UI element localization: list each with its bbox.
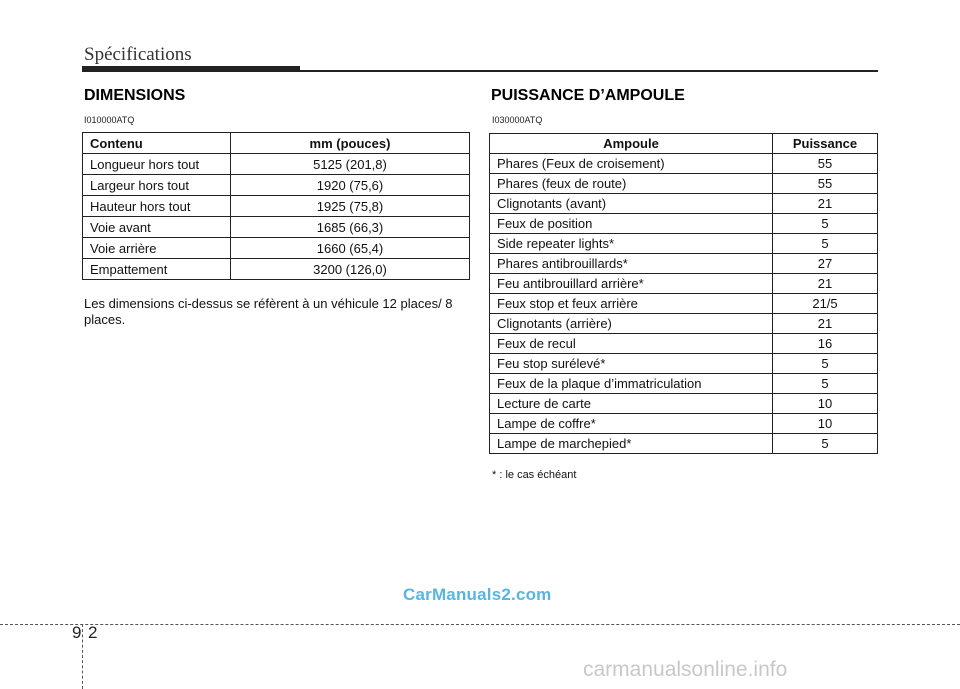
table-cell-value: 1660 (65,4) (231, 238, 470, 259)
dimensions-code: I010000ATQ (84, 115, 135, 125)
table-cell-value: 1685 (66,3) (231, 217, 470, 238)
footer-dashed-divider (82, 624, 83, 689)
table-row (490, 174, 878, 194)
table-row (83, 238, 470, 259)
chapter-number: 9 (72, 623, 82, 642)
table-cell-label: Largeur hors tout (83, 175, 231, 196)
table-cell-label: Clignotants (avant) (490, 194, 773, 214)
table-cell-value: 1920 (75,6) (231, 175, 470, 196)
table-row (490, 354, 878, 374)
table-cell-value: 1925 (75,8) (231, 196, 470, 217)
table-cell-label: Lampe de marchepied* (490, 434, 773, 454)
table-cell-label: Lecture de carte (490, 394, 773, 414)
table-cell-label: Feux stop et feux arrière (490, 294, 773, 314)
table-cell-value: 5 (773, 434, 878, 454)
table-cell-value: 21 (773, 274, 878, 294)
table-row (83, 154, 470, 175)
table-row (490, 254, 878, 274)
table-row (490, 434, 878, 454)
table-row (490, 314, 878, 334)
table-cell-label: Side repeater lights* (490, 234, 773, 254)
table-cell-value: 21/5 (773, 294, 878, 314)
table-cell-label: Phares antibrouillards* (490, 254, 773, 274)
table-cell-label: Voie avant (83, 217, 231, 238)
bulbs-table (489, 133, 878, 454)
dimensions-note: Les dimensions ci-dessus se réfèrent à un véhicule 12 places/ 8 places. (84, 296, 453, 327)
header-rule-thin (300, 70, 878, 72)
header-rule-thick (82, 66, 300, 72)
table-cell-value: 5 (773, 214, 878, 234)
table-cell-label: Empattement (83, 259, 231, 280)
dimensions-header-contenu: Contenu (83, 133, 231, 154)
table-cell-label: Feu antibrouillard arrière* (490, 274, 773, 294)
table-cell-label: Feux de position (490, 214, 773, 234)
table-cell-label: Lampe de coffre* (490, 414, 773, 434)
page-number: 2 (88, 623, 98, 642)
bulbs-header-puissance: Puissance (773, 134, 878, 154)
table-cell-label: Longueur hors tout (83, 154, 231, 175)
table-header-row (83, 133, 470, 154)
table-cell-value: 10 (773, 414, 878, 434)
table-cell-value: 5 (773, 354, 878, 374)
watermark-link[interactable]: CarManuals2.com (403, 585, 552, 604)
dimensions-table (82, 132, 470, 280)
table-row (83, 175, 470, 196)
table-cell-label: Phares (feux de route) (490, 174, 773, 194)
table-row (490, 414, 878, 434)
table-cell-label: Clignotants (arrière) (490, 314, 773, 334)
dimensions-header-mm: mm (pouces) (231, 133, 470, 154)
header-title: Spécifications (84, 44, 192, 65)
table-row (490, 234, 878, 254)
table-cell-label: Hauteur hors tout (83, 196, 231, 217)
table-row (490, 214, 878, 234)
site-watermark: carmanualsonline.info (583, 658, 788, 681)
footer-dashed-rule (0, 624, 960, 625)
table-cell-value: 55 (773, 154, 878, 174)
bulbs-footnote: * : le cas échéant (492, 469, 577, 481)
table-cell-value: 5125 (201,8) (231, 154, 470, 175)
table-row (490, 194, 878, 214)
table-row (490, 374, 878, 394)
table-row (490, 274, 878, 294)
table-cell-value: 21 (773, 314, 878, 334)
table-row (83, 217, 470, 238)
table-row (490, 334, 878, 354)
table-row (83, 196, 470, 217)
table-cell-label: Feu stop surélevé* (490, 354, 773, 374)
table-row (83, 259, 470, 280)
table-cell-label: Voie arrière (83, 238, 231, 259)
table-cell-value: 16 (773, 334, 878, 354)
table-row (490, 154, 878, 174)
table-cell-value: 21 (773, 194, 878, 214)
table-cell-label: Feux de recul (490, 334, 773, 354)
dimensions-title: DIMENSIONS (84, 87, 186, 104)
table-cell-value: 10 (773, 394, 878, 414)
table-cell-value: 55 (773, 174, 878, 194)
table-cell-value: 3200 (126,0) (231, 259, 470, 280)
bulbs-header-ampoule: Ampoule (490, 134, 773, 154)
table-cell-label: Feux de la plaque d’immatriculation (490, 374, 773, 394)
table-row (490, 294, 878, 314)
table-cell-value: 27 (773, 254, 878, 274)
table-row (490, 394, 878, 414)
bulbs-code: I030000ATQ (492, 115, 543, 125)
bulbs-title: PUISSANCE D’AMPOULE (491, 87, 685, 104)
table-header-row (490, 134, 878, 154)
table-cell-value: 5 (773, 234, 878, 254)
table-cell-label: Phares (Feux de croisement) (490, 154, 773, 174)
table-cell-value: 5 (773, 374, 878, 394)
